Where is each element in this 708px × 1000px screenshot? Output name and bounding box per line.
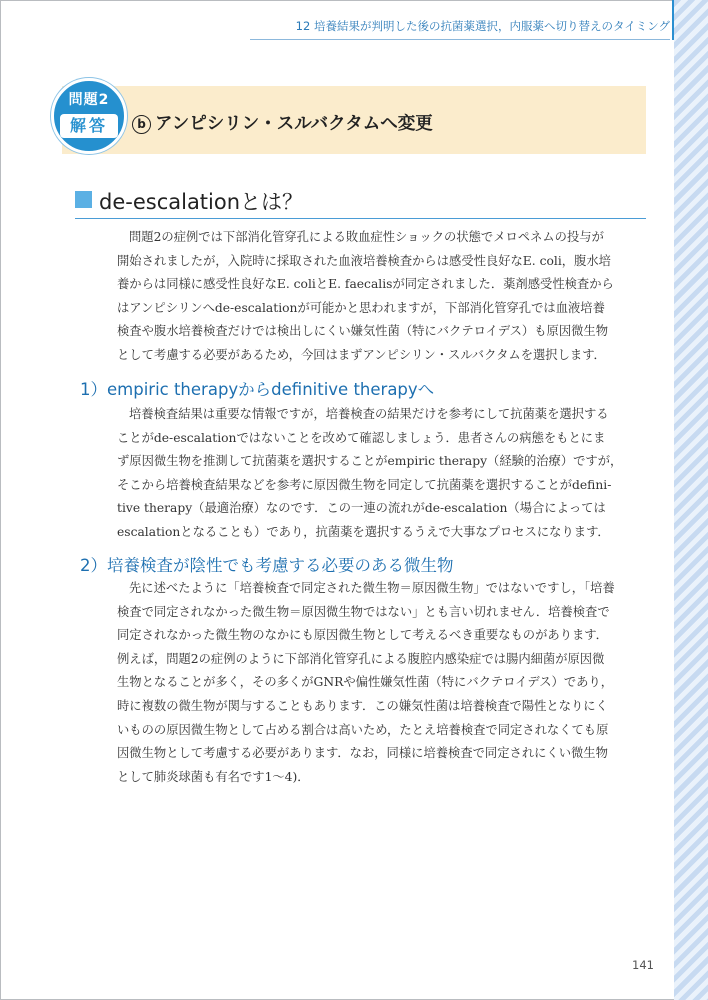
answer-text: アンピシリン・スルバクタムへ変更 xyxy=(155,114,433,134)
page-number: 141 xyxy=(632,958,654,972)
paragraph-line: 例えば，問題2の症例のように下部消化管穿孔による腹腔内感染症では腸内細菌が原因微 xyxy=(117,651,605,666)
section-heading xyxy=(75,186,646,219)
section-title: de-escalationとは？ xyxy=(99,190,304,214)
paragraph-line: ず原因微生物を推測して抗菌薬を選択することがempiric therapy（経験的治療）ですが， xyxy=(117,454,623,469)
paragraph-line: そこから培養検査結果などを参考に原因微生物を同定して抗菌薬を選択することがdefini- xyxy=(117,477,612,492)
paragraph-empiric xyxy=(117,403,624,545)
header-accent-rule xyxy=(672,0,674,40)
paragraph-line: 検査や腹水培養検査だけでは検出しにくい嫌気性菌（特にバクテロイデス）も原因微生物 xyxy=(117,324,609,339)
paragraph-line: として肺炎球菌も有名です1〜4)． xyxy=(117,769,310,784)
paragraph-line: 問題2の症例では下部消化管穿孔による敗血症性ショックの状態でメロペネムの投与が xyxy=(129,230,604,244)
paragraph-line: いものの原因微生物として占める割合は高いため，たとえ培養検査で同定されなくても原 xyxy=(117,722,609,737)
subheading-negative-culture: 2）培養検査が陰性でも考慮する必要のある微生物 xyxy=(80,556,454,575)
paragraph-line: 同定されなかった微生物のなかにも原因微生物として考えるべき重要なものがあります． xyxy=(117,628,608,643)
badge-question-label: 問題2 xyxy=(68,92,110,108)
paragraph-line: 培養検査結果は重要な情報ですが，培養検査の結果だけを参考にして抗菌薬を選択する xyxy=(129,407,609,421)
paragraph-line: 生物となることが多く，その多くがGNRや偏性嫌気性菌（特にバクテロイデス）であり， xyxy=(117,675,614,690)
paragraph-line: 時に複数の微生物が関与することもあります．この嫌気性菌は培養検査で陽性となりにく xyxy=(117,698,608,713)
answer-statement xyxy=(132,110,433,135)
paragraph-intro xyxy=(117,226,624,368)
paragraph-line: 検査で同定されなかった微生物＝原因微生物ではない」とも言い切れません．培養検査で xyxy=(117,604,610,619)
decorative-side-stripe xyxy=(674,0,708,1000)
paragraph-line: 開始されましたが，入院時に採取された血液培養検査からは感受性良好なE. coli，腹水培 xyxy=(117,253,611,268)
paragraph-line: tive therapy（最適治療）なのです．この一連の流れがde-escalation（場合によっては xyxy=(117,501,606,516)
paragraph-line: 因微生物として考慮する必要があります．なお，同様に培養検査で同定されにくい微生物 xyxy=(117,746,608,761)
paragraph-line: はアンピシリンへde-escalationが可能かと思われますが，下部消化管穿孔では血液培養 xyxy=(117,300,605,315)
paragraph-line: として考慮する必要があるため，今回はまずアンピシリン・スルバクタムを選択します． xyxy=(117,347,606,362)
answer-choice-mark: b xyxy=(132,115,151,134)
paragraph-negative-culture xyxy=(117,577,624,789)
paragraph-line: 先に述べたように「培養検査で同定された微生物＝原因微生物」ではないですし，「培養 xyxy=(129,581,615,595)
subheading-empiric-therapy: 1）empiric therapyからdefinitive therapyへ xyxy=(80,380,435,399)
paragraph-line: ことがde-escalationではないことを改めて確認しましょう．患者さんの病態をもとにま xyxy=(117,430,606,445)
paragraph-line: escalationとなることも）であり，抗菌薬を選択するうえで大事なプロセスになります． xyxy=(117,524,610,539)
running-head: 12 培養結果が判明した後の抗菌薬選択，内服薬へ切り替えのタイミング xyxy=(250,18,670,40)
answer-badge xyxy=(51,78,127,154)
paragraph-line: 養からは同様に感受性良好なE. coliとE. faecalisが同定されました．薬剤感受性検査から xyxy=(117,277,614,292)
badge-answer-label: 解答 xyxy=(60,114,118,138)
section-square-icon xyxy=(75,191,92,208)
